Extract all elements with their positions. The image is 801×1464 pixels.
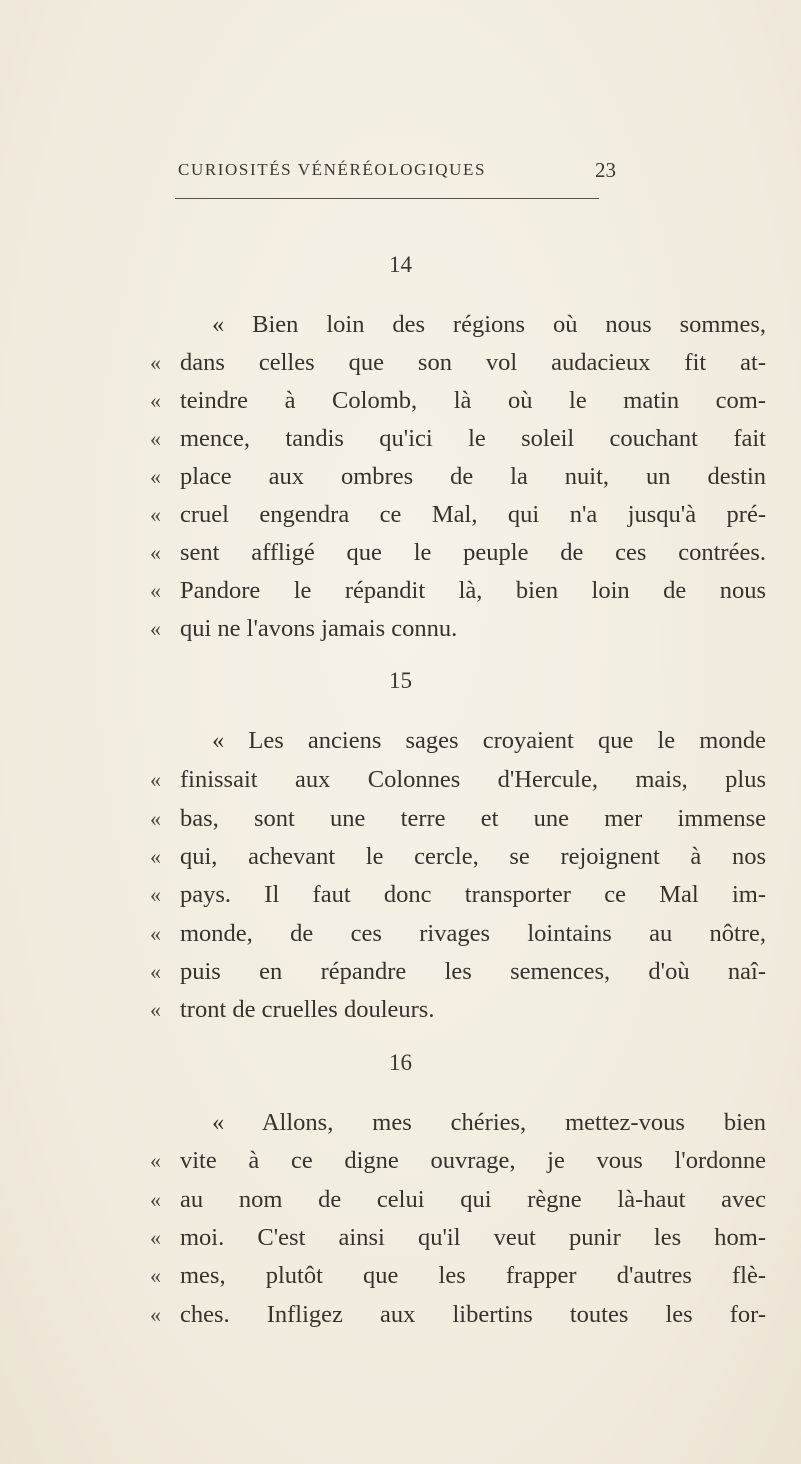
continuation-quote-mark: « [150, 388, 161, 413]
continuation-quote-mark: « [150, 464, 161, 489]
text-line: vite à ce digne ouvrage, je vous l'ordonne [180, 1147, 766, 1174]
section-number-16: 16 [389, 1050, 412, 1075]
text-line: ches. Infligez aux libertins toutes les for- [180, 1301, 766, 1328]
text-line: qui ne l'avons jamais connu. [180, 615, 458, 642]
text-line: « Les anciens sages croyaient que le monde [212, 727, 766, 754]
text-line: puis en répandre les semences, d'où naî- [180, 958, 766, 985]
text-line: bas, sont une terre et une mer immense [180, 805, 766, 832]
text-line: sent affligé que le peuple de ces contrées. [180, 539, 766, 566]
continuation-quote-mark: « [150, 997, 161, 1022]
continuation-quote-mark: « [150, 959, 161, 984]
text-line: mes, plutôt que les frapper d'autres flè- [180, 1262, 766, 1289]
text-line: « Allons, mes chéries, mettez-vous bien [212, 1109, 766, 1136]
text-line: monde, de ces rivages lointains au nôtre, [180, 920, 766, 947]
continuation-quote-mark: « [150, 921, 161, 946]
running-head [178, 158, 616, 190]
text-line: cruel engendra ce Mal, qui n'a jusqu'à pré- [180, 501, 766, 528]
continuation-quote-mark: « [150, 502, 161, 527]
text-line: teindre à Colomb, là où le matin com- [180, 387, 766, 414]
running-title: CURIOSITÉS VÉNÉRÉOLOGIQUES [178, 160, 487, 179]
continuation-quote-mark: « [150, 767, 161, 792]
text-line: moi. C'est ainsi qu'il veut punir les hom- [180, 1224, 766, 1251]
text-line: tront de cruelles douleurs. [180, 996, 435, 1023]
continuation-quote-mark: « [150, 1302, 161, 1327]
continuation-quote-mark: « [150, 844, 161, 869]
text-line: au nom de celui qui règne là-haut avec [180, 1186, 766, 1213]
header-rule [175, 198, 599, 199]
continuation-quote-mark: « [150, 540, 161, 565]
continuation-quote-mark: « [150, 426, 161, 451]
text-line: pays. Il faut donc transporter ce Mal im- [180, 881, 766, 908]
continuation-quote-mark: « [150, 350, 161, 375]
continuation-quote-mark: « [150, 806, 161, 831]
text-line: place aux ombres de la nuit, un destin [180, 463, 766, 490]
continuation-quote-mark: « [150, 882, 161, 907]
section-number-14: 14 [389, 252, 412, 277]
continuation-quote-mark: « [150, 616, 161, 641]
text-line: finissait aux Colonnes d'Hercule, mais, plus [180, 766, 766, 793]
continuation-quote-mark: « [150, 1225, 161, 1250]
section-number-15: 15 [389, 668, 412, 693]
text-line: qui, achevant le cercle, se rejoignent à nos [180, 843, 766, 870]
text-line: « Bien loin des régions où nous sommes, [212, 311, 766, 338]
page-number: 23 [595, 158, 616, 182]
text-line: Pandore le répandit là, bien loin de nous [180, 577, 766, 604]
continuation-quote-mark: « [150, 578, 161, 603]
continuation-quote-mark: « [150, 1187, 161, 1212]
text-line: dans celles que son vol audacieux fit at- [180, 349, 766, 376]
continuation-quote-mark: « [150, 1148, 161, 1173]
text-line: mence, tandis qu'ici le soleil couchant fait [180, 425, 766, 452]
continuation-quote-mark: « [150, 1263, 161, 1288]
